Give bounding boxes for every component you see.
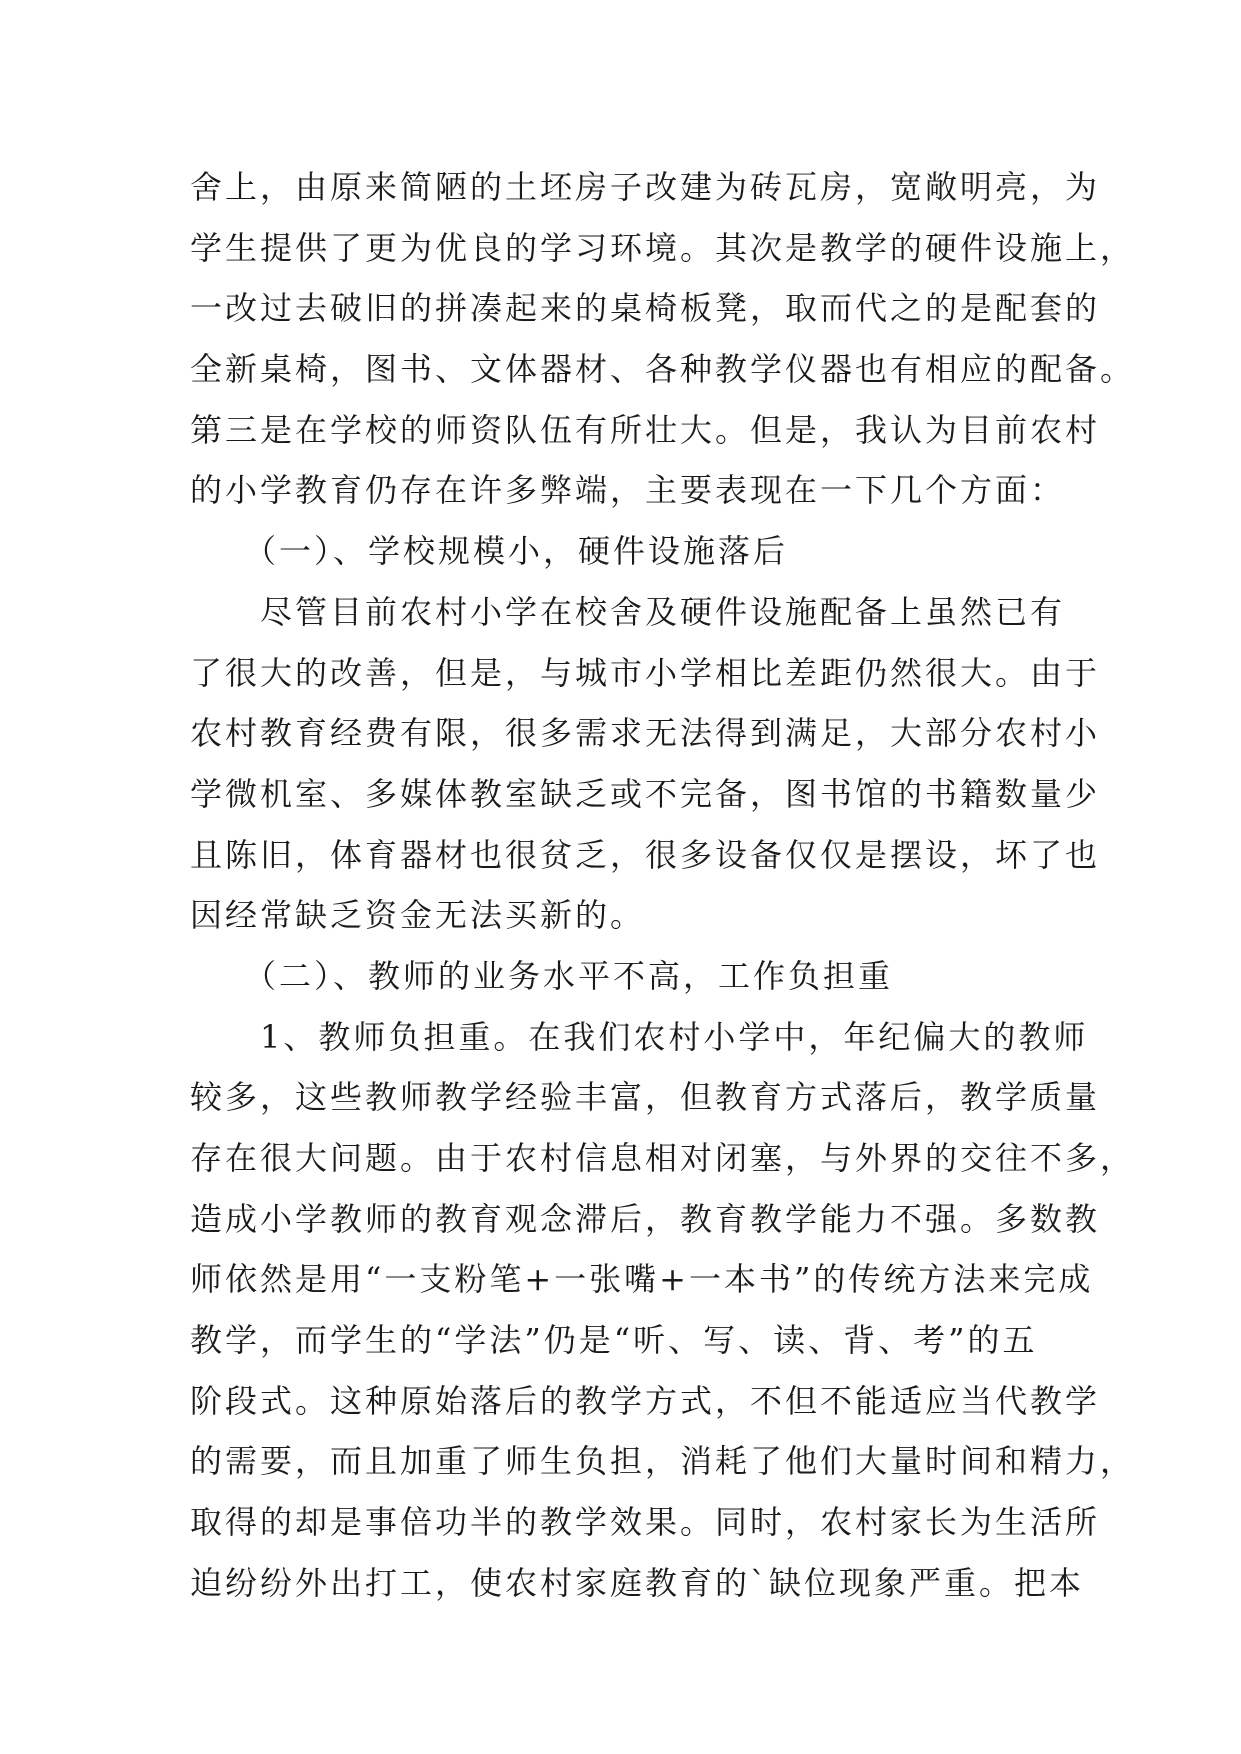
text-line: 的小学教育仍存在许多弊端，主要表现在一下几个方面： (190, 471, 1066, 510)
text-line: 较多，这些教师教学经验丰富，但教育方式落后，教学质量 (190, 1078, 1101, 1117)
text-line: 存在很大问题。由于农村信息相对闭塞，与外界的交往不多， (190, 1139, 1136, 1177)
section-heading: （二）、教师的业务水平不高，工作负担重 (190, 956, 894, 995)
text-line: 因经常缺乏资金无法买新的。 (190, 896, 646, 935)
text-line: 的需要，而且加重了师生负担，消耗了他们大量时间和精力， (190, 1442, 1136, 1481)
body-text (190, 157, 1136, 1614)
text-line: 迫纷纷外出打工，使农村家庭教育的`缺位现象严重。把本 (190, 1563, 1085, 1602)
text-line: 造成小学教师的教育观念滞后，教育教学能力不强。多数教 (190, 1199, 1101, 1238)
section-heading: （一）、学校规模小，硬件设施落后 (190, 532, 789, 571)
text-line: 1、教师负担重。在我们农村小学中，年纪偏大的教师 (190, 1017, 1089, 1056)
text-line: 学生提供了更为优良的学习环境。其次是教学的硬件设施上， (190, 228, 1136, 267)
text-line: 阶段式。这种原始落后的教学方式，不但不能适应当代教学 (190, 1381, 1101, 1420)
text-line: 舍上，由原来简陋的土坯房子改建为砖瓦房，宽敞明亮，为 (190, 168, 1101, 206)
text-line: 了很大的改善，但是，与城市小学相比差距仍然很大。由于 (190, 653, 1101, 692)
text-line: 教学，而学生的“学法”仍是“听、写、读、背、考”的五 (190, 1321, 1038, 1360)
text-line: 农村教育经费有限，很多需求无法得到满足，大部分农村小 (190, 714, 1101, 753)
text-line: 全新桌椅，图书、文体器材、各种教学仪器也有相应的配备。 (190, 350, 1136, 389)
text-line: 尽管目前农村小学在校舍及硬件设施配备上虽然已有 (190, 592, 1066, 631)
text-line: 取得的却是事倍功半的教学效果。同时，农村家长为生活所 (190, 1503, 1101, 1542)
text-line: 且陈旧，体育器材也很贫乏，很多设备仅仅是摆设，坏了也 (190, 835, 1101, 874)
text-line: 学微机室、多媒体教室缺乏或不完备，图书馆的书籍数量少 (190, 774, 1101, 813)
text-line: 一改过去破旧的拼凑起来的桌椅板凳，取而代之的是配套的 (190, 289, 1101, 328)
text-line: 师依然是用“一支粉笔+一张嘴+一本书”的传统方法来完成 (190, 1260, 1094, 1299)
text-line: 第三是在学校的师资队伍有所壮大。但是，我认为目前农村 (190, 410, 1101, 449)
